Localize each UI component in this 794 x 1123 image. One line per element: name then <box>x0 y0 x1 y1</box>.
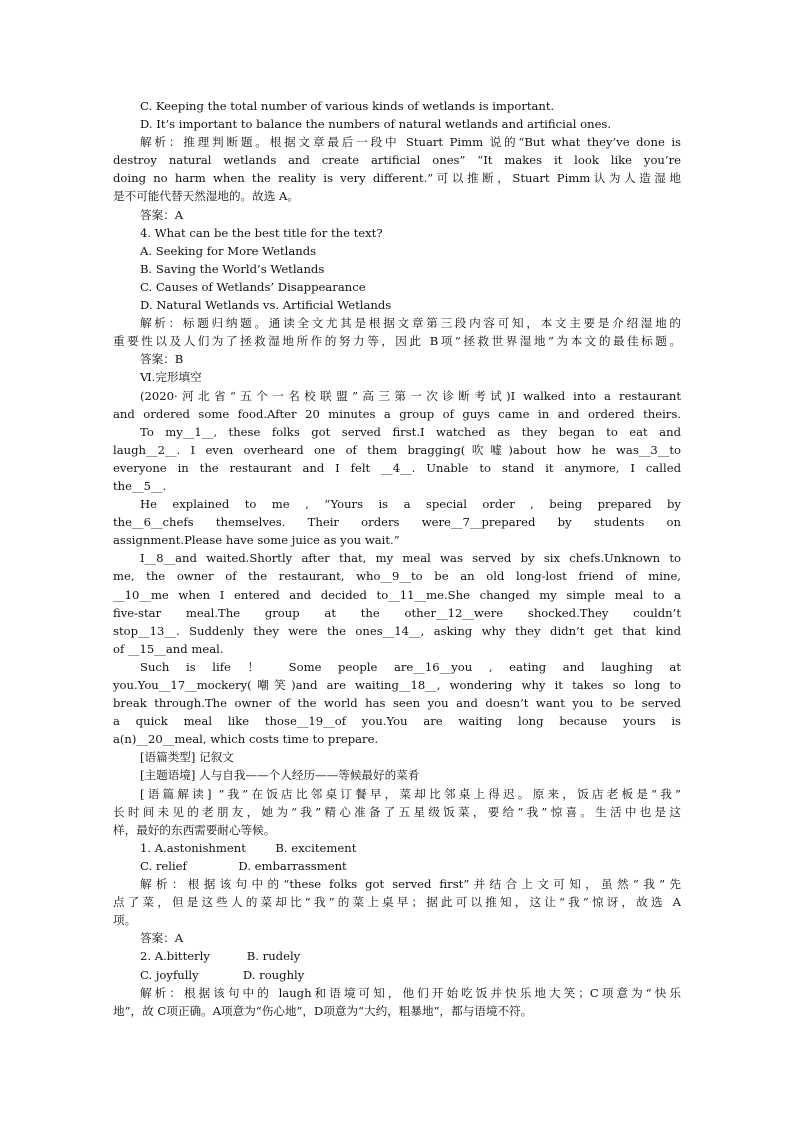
text-line: 地”，故 C项正确。A项意为“伤心地”，D项意为“大约，粗暴地”，都与语境不符。 <box>113 1003 533 1018</box>
text-line: a(n)__20__meal, which costs time to prepare. <box>113 732 379 747</box>
text-line: 解析：推理判断题。根据文章最后一段中 Stuart Pimm 说的“But what they’ve done is <box>140 135 681 150</box>
text-line: 长时间未见的老朋友，她为“我”精心准备了五星级饭菜，要给“我”惊喜。生活中也是这 <box>113 804 681 819</box>
text-line: destroy natural wetlands and create artificial ones” “It makes it look like you’re <box>113 153 681 168</box>
text-line: (2020·河北省“五个一名校联盟”高三第一次诊断考试)I walked into a restaurant <box>140 388 681 403</box>
text-line: of __15__and meal. <box>113 641 224 656</box>
text-line: Such is life ！ Some people are__16__you , eating and laughing at <box>140 659 681 674</box>
text-line: everyone in the restaurant and I felt __4__. Unable to stand it anymore, I called <box>113 460 681 475</box>
text-line: D. It’s important to balance the numbers of natural wetlands and artificial ones. <box>140 117 612 132</box>
text-line: 答案：A <box>140 207 184 222</box>
text-line: the__6__chefs themselves. Their orders were__7__prepared by students on <box>113 515 681 530</box>
text-line: 项。 <box>113 913 137 928</box>
text-line: He explained to me , “Yours is a special order , being prepared by <box>140 497 681 512</box>
text-line: you.You__17__mockery(嘲笑)and are waiting__18__, wondering why it takes so long to <box>113 678 681 692</box>
text-line: 答案：B <box>140 352 184 367</box>
text-line: doing no harm when the reality is very different.”可以推断，Stuart Pimm认为人造湿地 <box>113 171 681 186</box>
text-line: [语篇类型] 记叙文 <box>140 750 234 765</box>
text-line: C. joyfully D. roughly <box>140 967 305 982</box>
text-line: 重要性以及人们为了拯救湿地所作的努力等，因此 B项“拯救世界湿地”为本文的最佳标题。 <box>113 334 681 349</box>
text-line: laugh__2__. I even overheard one of them bragging(吹嘘)about how he was__3__to <box>113 442 681 457</box>
text-line: stop__13__. Suddenly they were the ones__14__, asking why they didn’t get that kind <box>113 623 681 638</box>
text-line: 4. What can be the best title for the text? <box>140 225 383 240</box>
text-line: five-star meal.The group at the other__12__were shocked.They couldn’t <box>113 605 681 620</box>
text-line: 1. A.astonishment B. excitement <box>140 840 357 855</box>
text-line: I__8__and waited.Shortly after that, my meal was served by six chefs.Unknown to <box>140 551 681 566</box>
text-line: 解析：根据该句中的“these folks got served first”并结合上文可知，虽然“我”先 <box>140 877 681 892</box>
document-page <box>113 97 681 1020</box>
text-line: assignment.Please have some juice as you wait.” <box>113 533 400 548</box>
text-line: the__5__. <box>113 478 167 493</box>
text-line: C. Keeping the total number of various kinds of wetlands is important. <box>140 99 555 113</box>
text-line: 解析：标题归纳题。通读全文尤其是根据文章第三段内容可知，本文主要是介绍湿地的 <box>140 316 681 331</box>
text-line: To my__1__, these folks got served first.I watched as they began to eat and <box>140 424 681 439</box>
text-line: me, the owner of the restaurant, who__9__to be an old long-lost friend of mine, <box>113 569 681 584</box>
text-line: C. Causes of Wetlands’ Disappearance <box>140 279 366 294</box>
text-line: 点了菜，但是这些人的菜却比“我”的菜上桌早；据此可以推知，这让“我”惊讶，故选 A <box>113 895 681 910</box>
text-line: 样，最好的东西需要耐心等候。 <box>113 822 276 837</box>
text-line: B. Saving the World’s Wetlands <box>140 261 325 276</box>
text-line: [语篇解读] “我”在饭店比邻桌订餐早，菜却比邻桌上得迟。原来，饭店老板是“我” <box>140 786 681 801</box>
text-line: 2. A.bitterly B. rudely <box>140 949 301 964</box>
text-line: 解析：根据该句中的 laugh和语境可知，他们开始吃饭并快乐地大笑；C项意为“快乐 <box>140 985 681 1000</box>
text-line: Ⅵ.完形填空 <box>140 370 202 385</box>
text-line: 是不可能代替天然湿地的。故选 A。 <box>113 189 299 204</box>
text-line: break through.The owner of the world has seen you and doesn’t want you to be served <box>113 696 681 711</box>
text-line: [主题语境] 人与自我——个人经历——等候最好的菜肴 <box>140 768 420 783</box>
text-line: and ordered some food.After 20 minutes a group of guys came in and ordered theirs. <box>113 406 681 421</box>
text-line: C. relief D. embarrassment <box>140 858 347 873</box>
text-line: a quick meal like those__19__of you.You are waiting long because yours is <box>113 714 681 729</box>
text-line: D. Natural Wetlands vs. Artificial Wetlands <box>140 298 392 313</box>
text-line: 答案：A <box>140 931 184 946</box>
text-line: A. Seeking for More Wetlands <box>140 243 317 258</box>
text-line: __10__me when I entered and decided to__11__me.She changed my simple meal to a <box>113 587 681 602</box>
